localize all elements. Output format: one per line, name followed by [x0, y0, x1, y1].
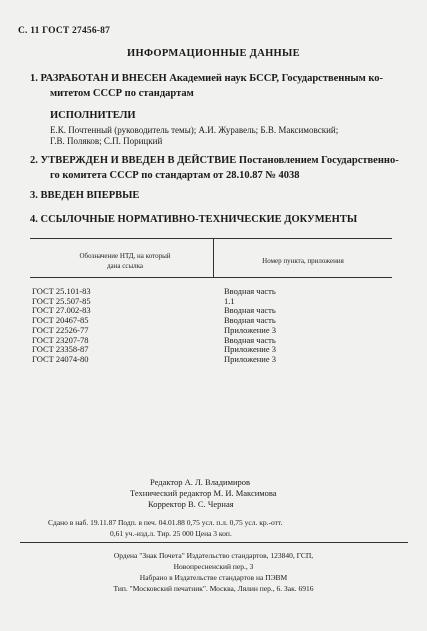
section-1-head: 1. РАЗРАБОТАН И ВНЕСЕН [30, 73, 167, 84]
table-cell: Вводная часть [224, 334, 276, 345]
corrector-credit: Корректор В. С. Черная [148, 499, 234, 509]
table-col2-header: Номер пункта, приложения [262, 257, 344, 265]
table-row: ГОСТ 20467-85 [32, 315, 89, 326]
table-top-rule [30, 238, 392, 239]
executors-title: ИСПОЛНИТЕЛИ [50, 110, 136, 121]
table-col1-header: Обозначение НТД, на который дана ссылка [79, 252, 171, 270]
imprint-line4: Тип. "Московский печатник". Москва, Лялин пер., 6. Зак. 6916 [113, 584, 314, 593]
executors-line1: Е.К. Почтенный (руководитель темы); А.И. Журавель; Б.В. Максимовский; [50, 125, 339, 135]
table-row: ГОСТ 24074-80 [32, 353, 89, 364]
document-title: ИНФОРМАЦИОННЫЕ ДАННЫЕ [127, 48, 300, 59]
print-details-line1: Сдано в наб. 19.11.87 Подп. в печ. 04.01.88 0,75 усл. п.л. 0,75 усл. кр.-отт. [48, 518, 283, 527]
section-2 [30, 153, 399, 183]
section-1-line2: митетом СССР по стандартам [50, 88, 194, 99]
page-header: С. 11 ГОСТ 27456-87 [18, 26, 111, 36]
section-4-head: 4. ССЫЛОЧНЫЕ НОРМАТИВНО-ТЕХНИЧЕСКИЕ ДОКУМЕНТЫ [30, 214, 358, 225]
section-1 [30, 71, 383, 101]
table-cell: Приложение 3 [224, 353, 276, 364]
table-col1-cells [32, 287, 202, 365]
table-row: ГОСТ 25.507-85 [32, 295, 91, 306]
table-row: ГОСТ 23207-78 [32, 334, 89, 345]
tech-editor-credit: Технический редактор М. И. Максимова [130, 488, 277, 498]
table-row: ГОСТ 23358-87 [32, 344, 89, 355]
table-cell: 1.1 [224, 295, 235, 306]
section-2-line1: Постановлением Государственно- [238, 155, 399, 166]
section-2-head: 2. УТВЕРЖДЕН И ВВЕДЕН В ДЕЙСТВИЕ [30, 155, 237, 166]
table-cell: Приложение 3 [224, 344, 276, 355]
table-row: ГОСТ 27.002-83 [32, 305, 91, 316]
table-header-rule [30, 277, 392, 278]
section-1-line1: Академией наук БССР, Государственным ко- [169, 73, 384, 84]
table-cell: Приложение 3 [224, 324, 276, 335]
executors-line2: Г.В. Поляков; С.П. Порицкий [50, 136, 163, 146]
imprint-line1: Ордена "Знак Почета" Издательство стандартов, 123840, ГСП, [113, 551, 314, 560]
imprint-line2: Новопресненский пер., 3 [173, 562, 254, 571]
section-3-head: 3. ВВЕДЕН ВПЕРВЫЕ [30, 190, 140, 201]
editor-credit: Редактор А. Л. Владимиров [150, 477, 251, 487]
table-cell: Вводная часть [224, 305, 276, 316]
table-row: ГОСТ 22526-77 [32, 324, 89, 335]
table-cell: Вводная часть [224, 315, 276, 326]
section-2-line2: го комитета СССР по стандартам от 28.10.87 № 4038 [50, 170, 300, 181]
footer-rule [20, 542, 408, 543]
table-col2-cells [224, 287, 384, 365]
print-details-line2: 0,61 уч.-изд.л. Тир. 25 000 Цена 3 коп. [110, 529, 232, 538]
table-cell: Вводная часть [224, 286, 276, 296]
table-row: ГОСТ 25.101-83 [32, 286, 91, 296]
imprint-line3: Набрано в Издательстве стандартов на ПЭВМ [139, 573, 288, 582]
